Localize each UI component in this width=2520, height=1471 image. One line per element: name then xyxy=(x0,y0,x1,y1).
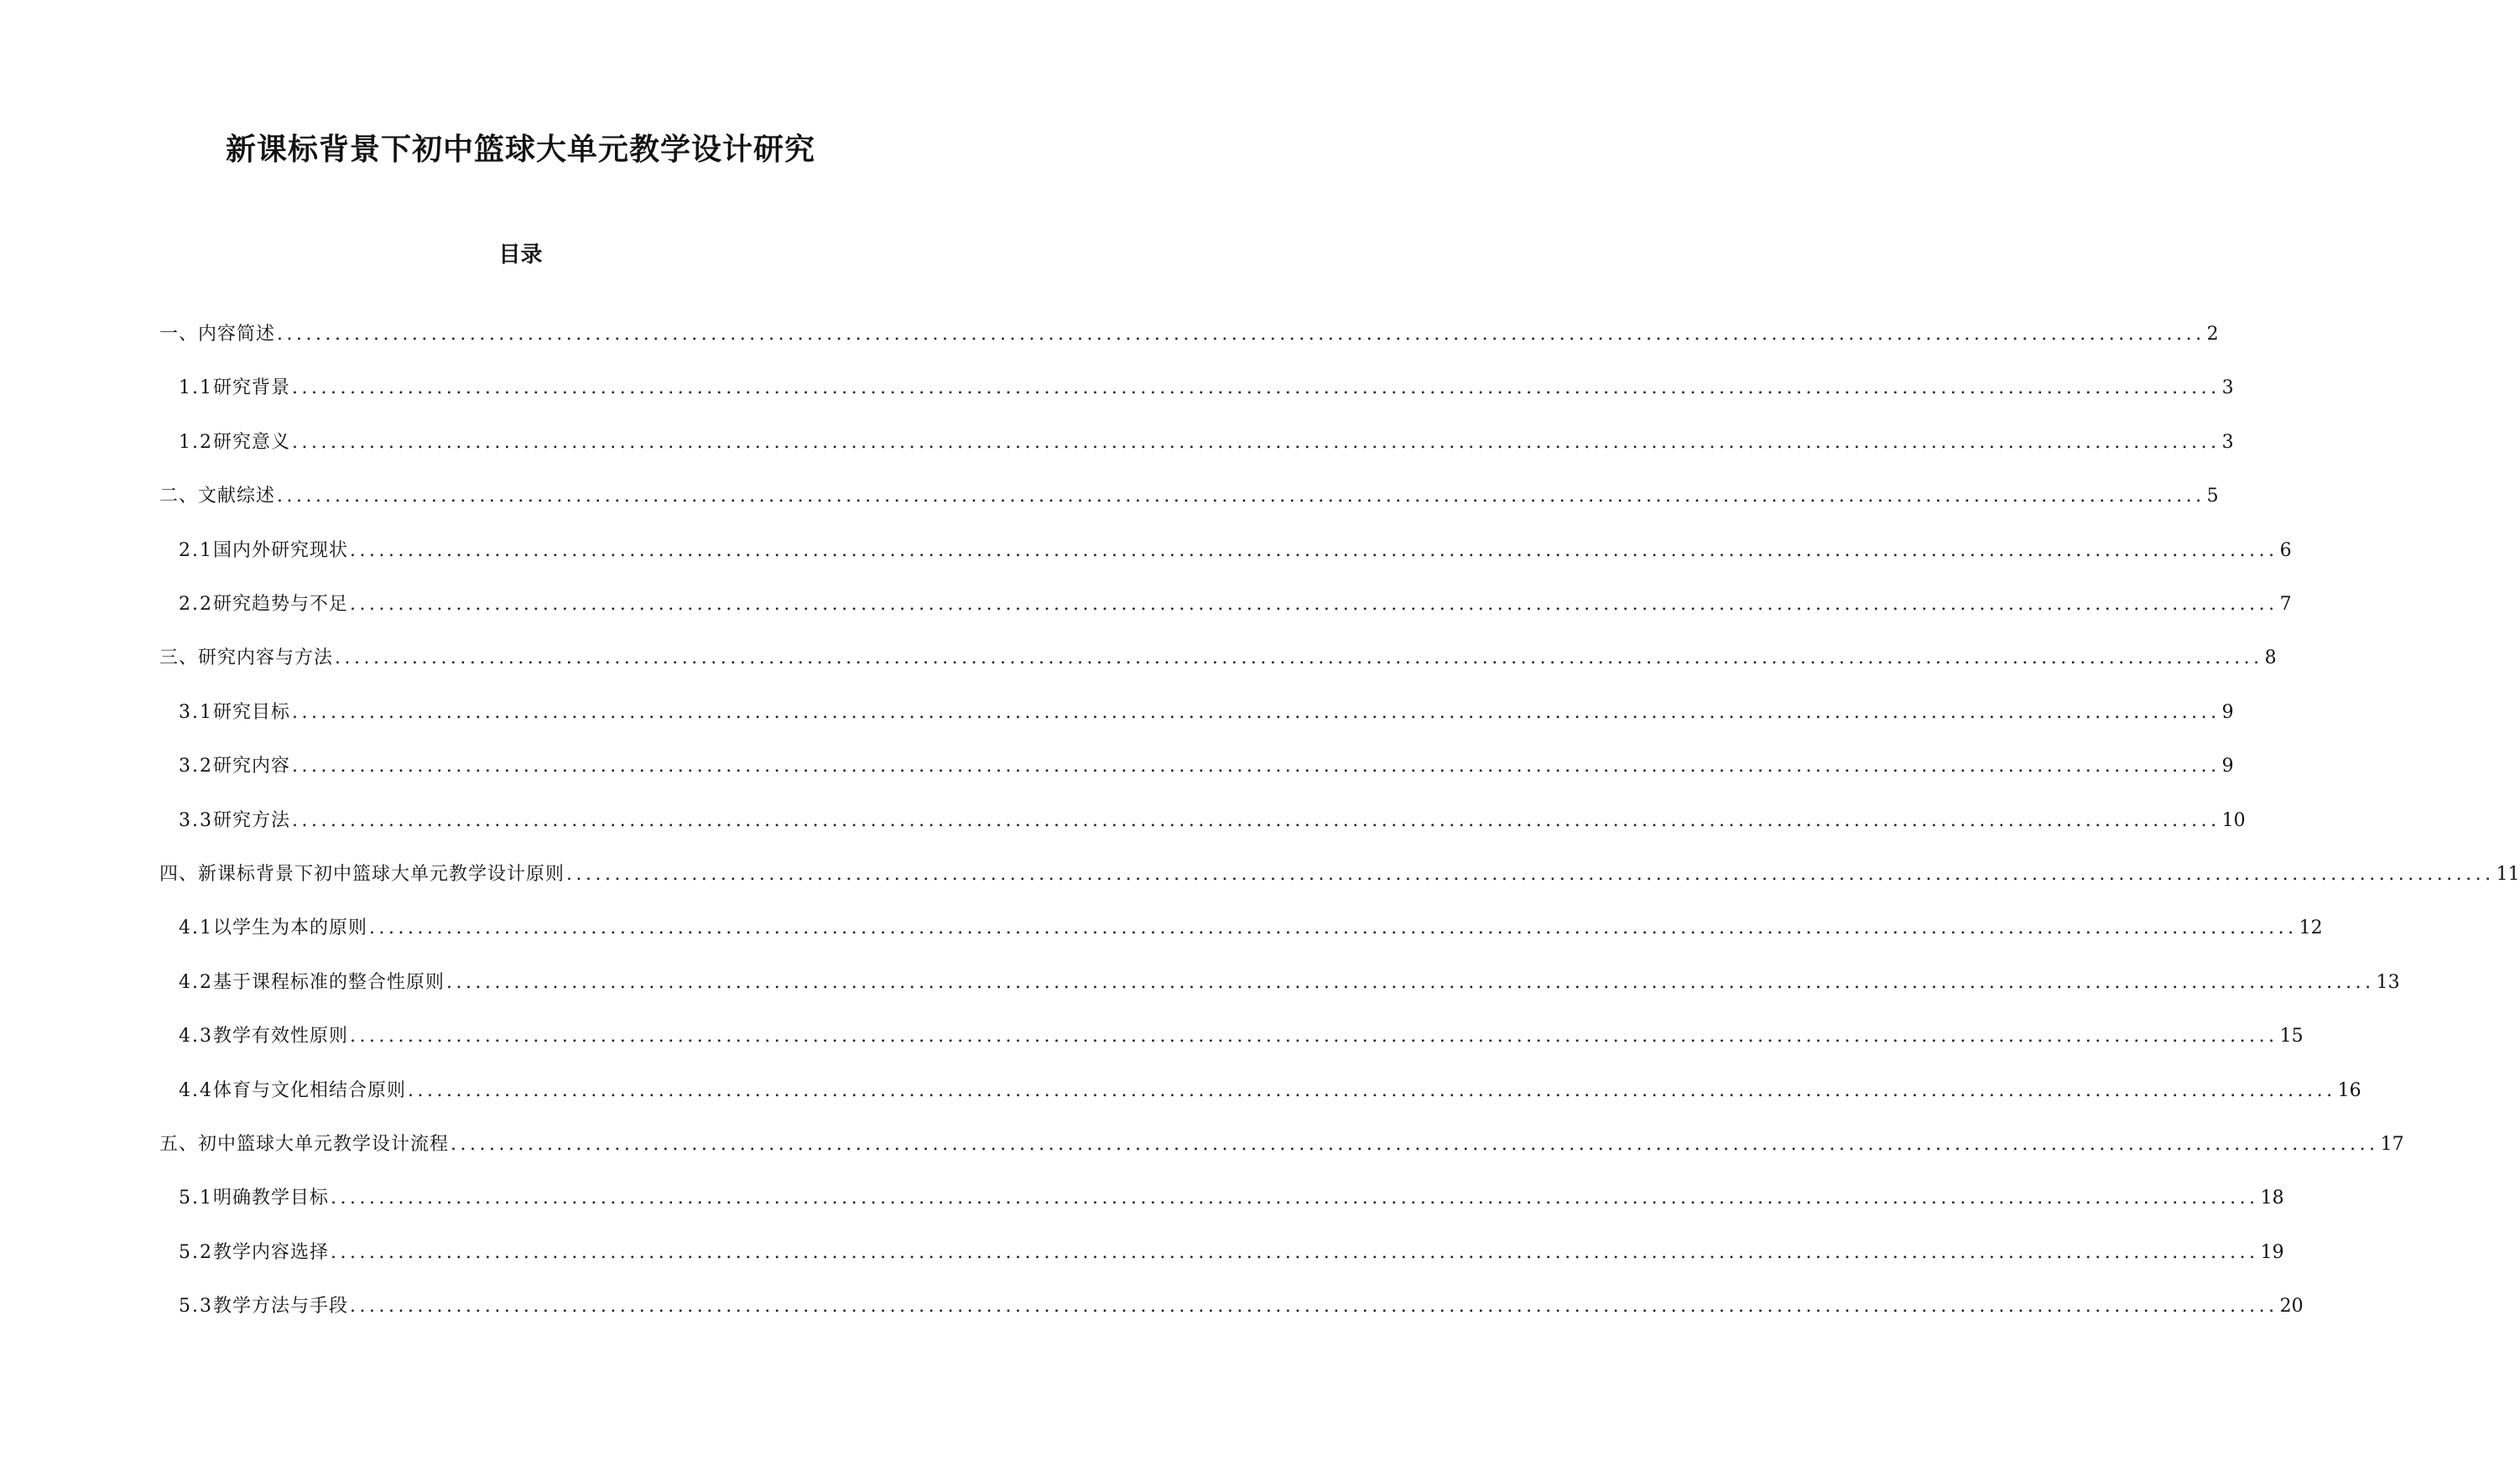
toc-chapter-entry[interactable] xyxy=(159,644,2277,673)
toc-dot-leader: ........................................................................................................................................................................................................ xyxy=(292,810,2221,831)
toc-section-entry[interactable] xyxy=(179,1022,2304,1051)
toc-section-entry[interactable] xyxy=(179,429,2234,457)
toc-dot-leader: ........................................................................................................................................................................................................ xyxy=(350,594,2278,615)
toc-section-entry[interactable] xyxy=(179,969,2400,997)
toc-chapter-entry[interactable] xyxy=(159,320,2219,349)
toc-entry-title: 三、研究内容与方法 xyxy=(159,647,334,668)
toc-dot-leader: ........................................................................................................................................................................................................ xyxy=(566,864,2495,885)
toc-entry-title: 四、新课标背景下初中篮球大单元教学设计原则 xyxy=(159,864,565,885)
toc-dot-leader: ........................................................................................................................................................................................................ xyxy=(277,324,2205,345)
toc-entry-title: 国内外研究现状 xyxy=(213,540,349,561)
toc-dot-leader: ........................................................................................................................................................................................................ xyxy=(369,917,2298,938)
toc-section-number: 1.2 xyxy=(179,432,213,453)
toc-entry-title: 二、文献综述 xyxy=(159,486,276,507)
toc-entry-title: 教学方法与手段 xyxy=(213,1296,349,1317)
toc-dot-leader: ........................................................................................................................................................................................................ xyxy=(292,702,2221,723)
toc-entry-title: 研究方法 xyxy=(213,810,291,831)
toc-section-number: 2.2 xyxy=(179,594,213,615)
toc-section-entry[interactable] xyxy=(179,374,2234,403)
toc-section-number: 3.2 xyxy=(179,756,213,777)
toc-section-entry[interactable] xyxy=(179,590,2292,619)
toc-entry-title: 研究目标 xyxy=(213,702,291,723)
toc-entry-title: 教学有效性原则 xyxy=(213,1026,349,1047)
toc-page-number: 12 xyxy=(2299,917,2323,938)
toc-page-number: 6 xyxy=(2279,540,2292,561)
toc-dot-leader: ........................................................................................................................................................................................................ xyxy=(331,1188,2259,1209)
toc-page-number: 13 xyxy=(2376,972,2400,993)
toc-section-number: 1.1 xyxy=(179,377,213,398)
toc-page-number: 15 xyxy=(2279,1026,2304,1047)
toc-section-number: 2.1 xyxy=(179,540,213,561)
toc-page-number: 20 xyxy=(2279,1296,2304,1317)
toc-section-entry[interactable] xyxy=(179,1077,2361,1105)
toc-section-number: 5.1 xyxy=(179,1188,213,1209)
toc-page-number: 11 xyxy=(2496,864,2520,885)
toc-dot-leader: ........................................................................................................................................................................................................ xyxy=(446,972,2375,993)
toc-dot-leader: ........................................................................................................................................................................................................ xyxy=(335,647,2263,668)
toc-section-number: 3.3 xyxy=(179,810,213,831)
toc-chapter-entry[interactable] xyxy=(159,1131,2404,1159)
toc-page-number: 5 xyxy=(2206,486,2219,507)
toc-dot-leader: ........................................................................................................................................................................................................ xyxy=(350,540,2278,561)
toc-dot-leader: ........................................................................................................................................................................................................ xyxy=(331,1242,2259,1263)
toc-page-number: 3 xyxy=(2221,432,2234,453)
toc-page-number: 8 xyxy=(2264,647,2277,668)
toc-dot-leader: ........................................................................................................................................................................................................ xyxy=(292,432,2221,453)
toc-heading: 目录 xyxy=(498,242,543,268)
toc-section-entry[interactable] xyxy=(179,807,2246,835)
toc-section-number: 4.1 xyxy=(179,917,213,938)
toc-chapter-entry[interactable] xyxy=(159,860,2520,889)
toc-dot-leader: ........................................................................................................................................................................................................ xyxy=(292,756,2221,777)
toc-section-entry[interactable] xyxy=(179,1239,2284,1267)
toc-section-number: 4.4 xyxy=(179,1080,213,1101)
toc-section-number: 3.1 xyxy=(179,702,213,723)
toc-entry-title: 研究内容 xyxy=(213,756,291,777)
toc-dot-leader: ........................................................................................................................................................................................................ xyxy=(292,377,2221,398)
toc-page-number: 9 xyxy=(2221,756,2234,777)
toc-section-number: 5.3 xyxy=(179,1296,213,1317)
toc-dot-leader: ........................................................................................................................................................................................................ xyxy=(408,1080,2336,1101)
toc-section-entry[interactable] xyxy=(179,699,2234,727)
toc-dot-leader: ........................................................................................................................................................................................................ xyxy=(350,1026,2278,1047)
toc-dot-leader: ........................................................................................................................................................................................................ xyxy=(277,486,2205,507)
toc-page-number: 10 xyxy=(2221,810,2246,831)
toc-entry-title: 明确教学目标 xyxy=(213,1188,330,1209)
toc-page-number: 16 xyxy=(2337,1080,2361,1101)
toc-entry-title: 研究意义 xyxy=(213,432,291,453)
toc-entry-title: 一、内容简述 xyxy=(159,324,276,345)
toc-section-entry[interactable] xyxy=(179,1184,2284,1213)
toc-entry-title: 五、初中篮球大单元教学设计流程 xyxy=(159,1134,450,1155)
toc-entry-title: 教学内容选择 xyxy=(213,1242,330,1263)
toc-dot-leader: ........................................................................................................................................................................................................ xyxy=(350,1296,2278,1317)
toc-entry-title: 体育与文化相结合原则 xyxy=(213,1080,407,1101)
toc-section-entry[interactable] xyxy=(179,752,2234,781)
toc-entry-title: 研究趋势与不足 xyxy=(213,594,349,615)
toc-entry-title: 研究背景 xyxy=(213,377,291,398)
toc-entry-title: 以学生为本的原则 xyxy=(213,917,368,938)
toc-section-number: 5.2 xyxy=(179,1242,213,1263)
toc-section-entry[interactable] xyxy=(179,537,2292,565)
toc-page-number: 7 xyxy=(2279,594,2292,615)
toc-section-number: 4.3 xyxy=(179,1026,213,1047)
toc-entry-title: 基于课程标准的整合性原则 xyxy=(213,972,445,993)
toc-section-entry[interactable] xyxy=(179,914,2323,943)
toc-page-number: 17 xyxy=(2380,1134,2404,1155)
toc-dot-leader: ........................................................................................................................................................................................................ xyxy=(450,1134,2379,1155)
toc-page-number: 18 xyxy=(2260,1188,2284,1209)
toc-section-number: 4.2 xyxy=(179,972,213,993)
document-title: 新课标背景下初中篮球大单元教学设计研究 xyxy=(225,132,815,167)
toc-page-number: 19 xyxy=(2260,1242,2284,1263)
toc-page-number: 9 xyxy=(2221,702,2234,723)
toc-page-number: 2 xyxy=(2206,324,2219,345)
toc-page-number: 3 xyxy=(2221,377,2234,398)
toc-chapter-entry[interactable] xyxy=(159,482,2219,511)
toc-section-entry[interactable] xyxy=(179,1292,2304,1321)
